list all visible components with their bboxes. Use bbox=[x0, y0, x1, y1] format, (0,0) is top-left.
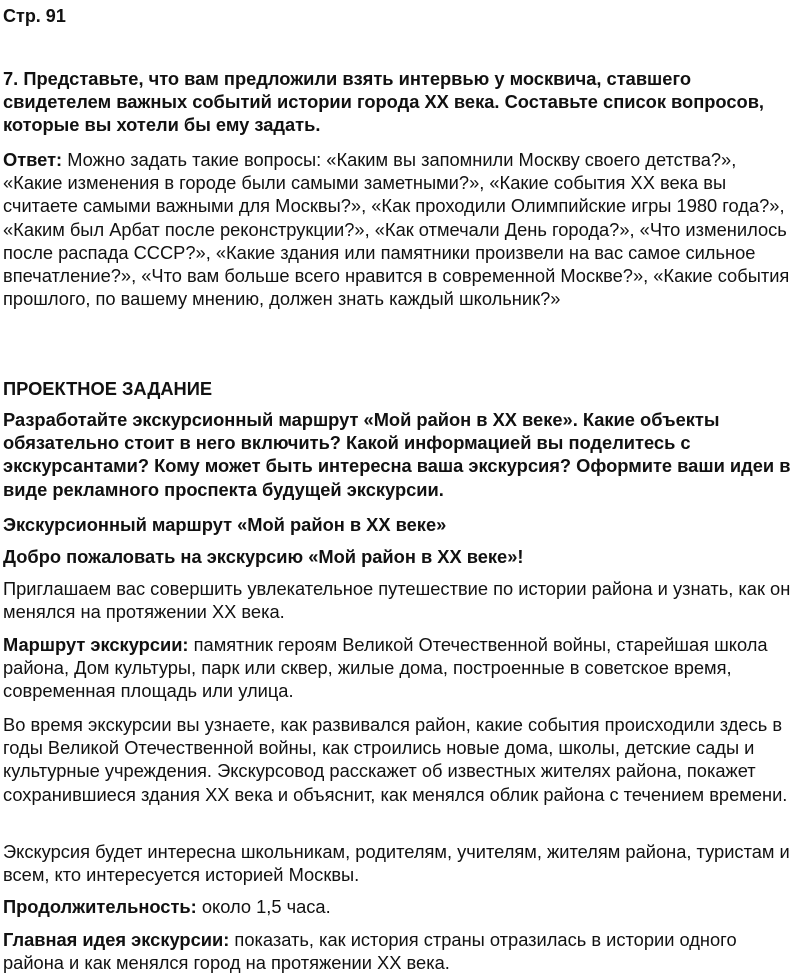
main-idea-label: Главная идея экскурсии: bbox=[3, 929, 230, 950]
duration-text: около 1,5 часа. bbox=[201, 896, 331, 917]
route-title: Экскурсионный маршрут «Мой район в XX веке» bbox=[3, 514, 447, 535]
route-text: памятник героям Великой Отечественной войны, старейшая школа района, Дом культуры, парк или сквер, жилые дома, построенные в советское время, современная площадь или улица. bbox=[3, 634, 768, 702]
route-label: Маршрут экскурсии: bbox=[3, 634, 189, 655]
audience-paragraph: Экскурсия будет интересна школьникам, родителям, учителям, жителям района, туристам и всем, кто интересуется историей Москвы. bbox=[3, 841, 790, 886]
question-text: 7. Представьте, что вам предложили взять интервью у москвича, ставшего свидетелем важных событий истории города XX века. Составьте список вопросов, которые вы хотели бы ему задать. bbox=[3, 68, 765, 136]
main-idea-text: показать, как история страны отразилась в истории одного района и как менялся город на протяжении XX века. bbox=[3, 929, 737, 974]
answer-paragraph bbox=[3, 148, 797, 310]
welcome-heading: Добро пожаловать на экскурсию «Мой район в XX веке»! bbox=[3, 546, 524, 567]
route-paragraph bbox=[3, 633, 797, 703]
duration-label: Продолжительность: bbox=[3, 896, 197, 917]
intro-paragraph: Приглашаем вас совершить увлекательное путешествие по истории района и узнать, как он менялся на протяжении XX века. bbox=[3, 578, 791, 623]
main-idea-paragraph bbox=[3, 928, 797, 974]
project-task: Разработайте экскурсионный маршрут «Мой район в XX веке». Какие объекты обязательно стоит в него включить? Какой информацией вы поделитесь с экскурсантами? Кому может быть интересна ваша экскурсия? Оформите ваши идеи в виде рекламного проспекта будущей экскурсии. bbox=[3, 409, 791, 500]
details-paragraph: Во время экскурсии вы узнаете, как развивался район, какие события происходили здесь в годы Великой Отечественной войны, как строились новые дома, школы, детские сады и культурные учреждения. Экскурсовод расскажет об известных жителях района, покажет сохранившиеся здания XX века и объяснит, как менялся облик района с течением времени. bbox=[3, 714, 788, 805]
answer-text: Можно задать такие вопросы: «Каким вы запомнили Москву своего детства?», «Какие изменения в городе были самыми заметными?», «Какие события XX века вы считаете самыми важными для Москвы?», «Как проходили Олимпийские игры 1980 года?», «Каким был Арбат после реконструкции?», «Как отмечали День города?», «Что изменилось после распада СССР?», «Какие здания или памятники произвели на вас самое сильное впечатление?», «Что вам больше всего нравится в современной Москве?», «Какие события прошлого, по вашему мнению, должен знать каждый школьник?» bbox=[3, 149, 790, 310]
answer-label: Ответ: bbox=[3, 149, 63, 170]
page-number: Стр. 91 bbox=[3, 6, 66, 26]
project-heading: ПРОЕКТНОЕ ЗАДАНИЕ bbox=[3, 378, 213, 399]
duration-paragraph bbox=[3, 895, 797, 918]
